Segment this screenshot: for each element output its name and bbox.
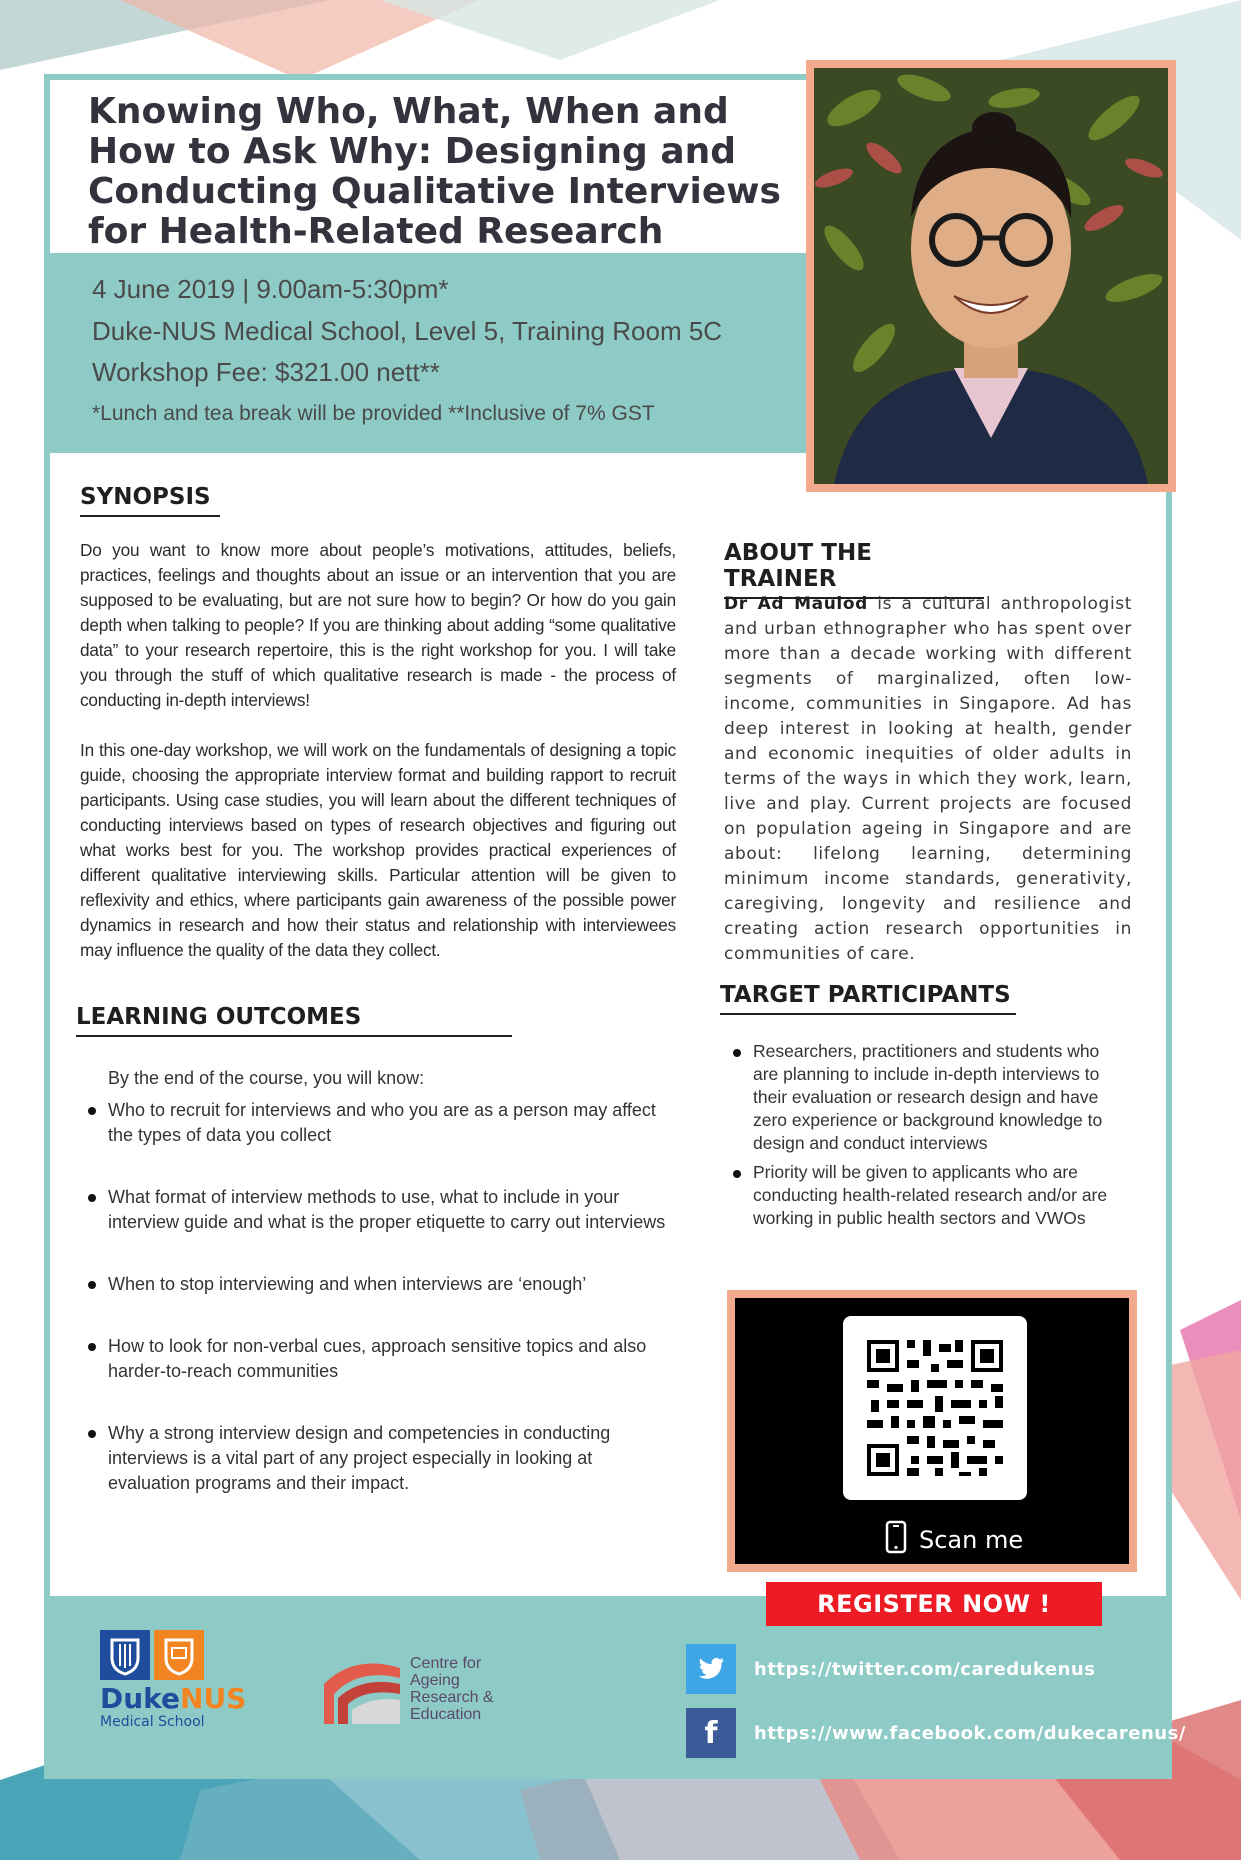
trainer-photo-frame [806,60,1176,492]
event-date-time: 4 June 2019 | 9.00am-5:30pm* [92,274,449,304]
target-participants-list [733,1040,1125,1236]
twitter-link[interactable] [686,1644,1095,1694]
qr-code-panel[interactable] [727,1290,1137,1572]
care-logo: Centre for Ageing Research & Education [324,1654,494,1724]
duke-nus-logo: DukeNUS Medical School [100,1630,246,1730]
list-item: Why a strong interview design and competencies in conducting interviews is a vital part of any project especially in looking at evaluation programs and their impact. [88,1421,678,1496]
page-title: Knowing Who, What, When and How to Ask Why: Designing and Conducting Qualitative Interviews for Health-Related Research [88,91,781,252]
twitter-url[interactable]: https://twitter.com/caredukenus [754,1658,1096,1680]
list-item: When to stop interviewing and when interviews are ‘enough’ [88,1272,678,1297]
phone-icon [885,1520,907,1560]
care-logo-mark [324,1654,400,1724]
list-item: Researchers, practitioners and students who are planning to include in-depth interviews to their evaluation or research design and have zero experience or background knowledge to design and conduct interviews [733,1040,1125,1155]
list-item: How to look for non-verbal cues, approach sensitive topics and also harder-to-reach communities [88,1334,678,1384]
facebook-url[interactable]: https://www.facebook.com/dukecarenus/ [754,1722,1186,1744]
about-trainer-heading: ABOUT THE TRAINER [724,540,984,599]
learning-outcomes-heading: LEARNING OUTCOMES [76,1004,512,1037]
event-venue: Duke-NUS Medical School, Level 5, Training Room 5C [92,316,723,346]
trainer-name: Dr Ad Maulod [724,594,868,614]
list-item: Who to recruit for interviews and who you are as a person may affect the types of data you collect [88,1098,678,1148]
facebook-link[interactable] [686,1708,1186,1758]
register-now-button[interactable]: REGISTER NOW ! [766,1582,1102,1626]
twitter-icon[interactable] [686,1644,736,1694]
nus-crest-icon [154,1630,204,1680]
learning-intro: By the end of the course, you will know: [108,1068,425,1088]
synopsis-heading: SYNOPSIS [80,484,220,517]
qr-code[interactable] [843,1316,1027,1500]
event-notes: *Lunch and tea break will be provided **Inclusive of 7% GST [92,402,655,425]
trainer-bio [724,592,1132,967]
learning-outcomes-list [88,1098,678,1533]
list-item: What format of interview methods to use, what to include in your interview guide and what is the proper etiquette to carry out interviews [88,1185,678,1235]
list-item: Priority will be given to applicants who are conducting health-related research and/or are working in public health sectors and VWOs [733,1161,1125,1230]
scan-me-label: Scan me [885,1520,1023,1560]
target-participants-heading: TARGET PARTICIPANTS [720,982,1016,1015]
synopsis-paragraph-1: Do you want to know more about people’s motivations, attitudes, beliefs, practices, feelings and thoughts about an issue or an intervention that you are supposed to be evaluating, but are not sure how to begin? Or how do you gain depth when talking to people? If you are thinking about adding “some qualitative data” to your research repertoire, this is the right workshop for you. I will take you through the stuff of which qualitative research is made - the process of conducting in-depth interviews! [80,540,676,710]
synopsis-paragraph-2: In this one-day workshop, we will work on the fundamentals of designing a topic guide, choosing the appropriate interview format and building rapport to recruit participants. Using case studies, you will learn about the different techniques of conducting interviews based on types of research objectives and figuring out what works best for you. The workshop provides practical experiences of different qualitative interviewing skills. Particular attention will be given to reflexivity and ethics, where participants gain awareness of the possible power dynamics in research and how their status and relationship with interviewees may influence the quality of the data they collect. [80,740,676,960]
facebook-icon[interactable]: f [686,1708,736,1758]
trainer-photo [814,68,1168,484]
event-fee: Workshop Fee: $321.00 nett** [92,357,440,387]
trainer-bio-text: is a cultural anthropologist and urban ethnographer who has spent over more than a decade working with different segments of marginalized, often low-income, communities in Singapore. Ad has deep interest in looking at health, gender and economic inequities of older adults in terms of the ways in which they work, learn, live and play. Current projects are focused on population ageing in Singapore and are about: lifelong learning, determining minimum income standards, generativity, caregiving, longevity and resilience and creating action research opportunities in communities of care. [724,594,1132,964]
duke-shield-icon [100,1630,150,1680]
